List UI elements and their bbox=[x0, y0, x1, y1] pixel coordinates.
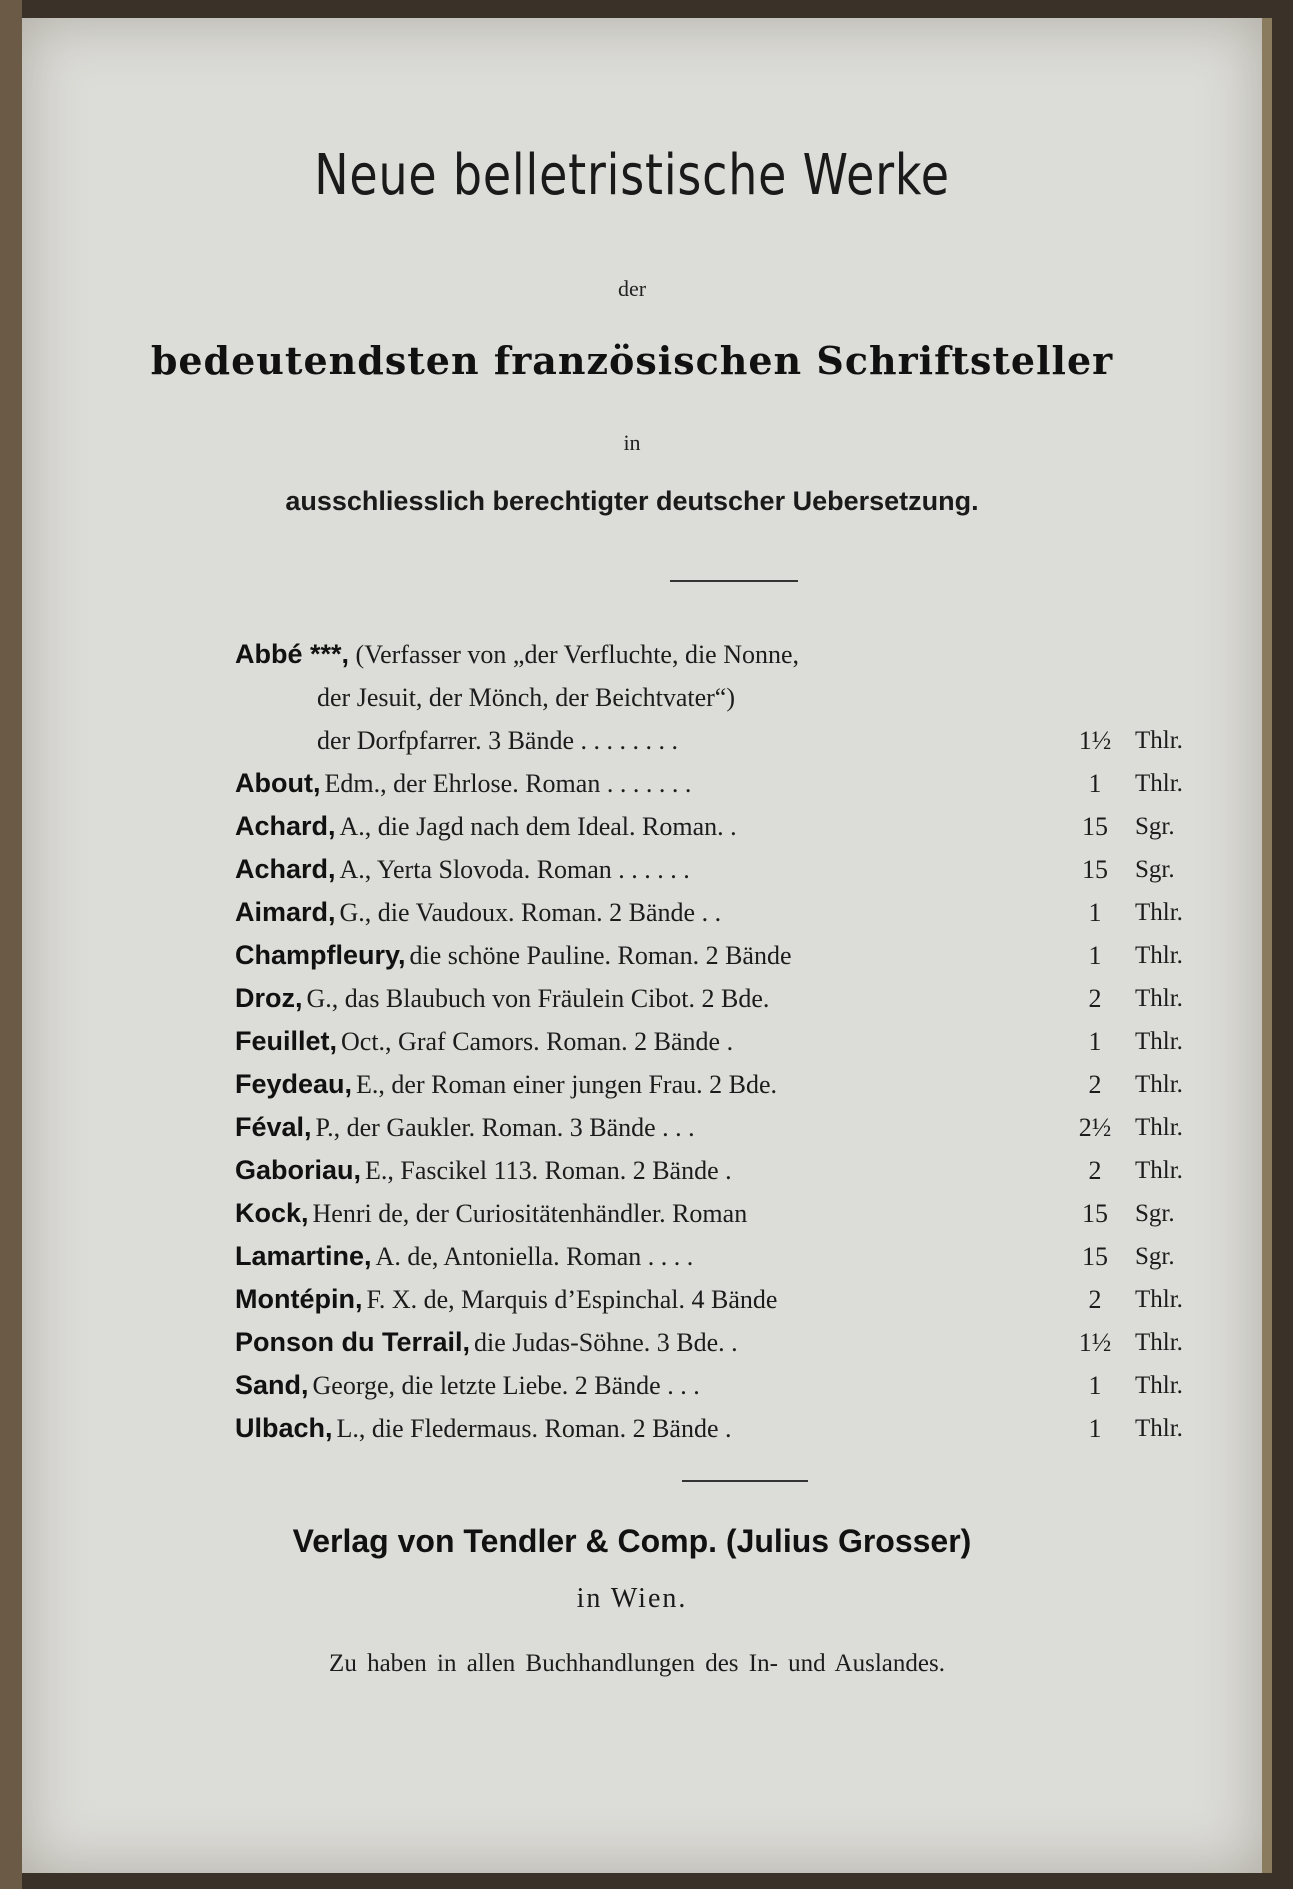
entry-desc: P., der Gaukler. Roman. 3 Bände . . . bbox=[315, 1113, 695, 1142]
page-subtitle: bedeutendsten französischen Schriftsteller bbox=[150, 338, 1114, 383]
publisher-line: Verlag von Tendler & Comp. (Julius Grosser) bbox=[292, 1523, 972, 1559]
entry-unit: Thlr. bbox=[1135, 1329, 1183, 1356]
list-item bbox=[235, 1020, 1225, 1063]
entry-price: 15 bbox=[1082, 855, 1108, 884]
list-item bbox=[235, 1364, 1225, 1407]
entry-desc: der Dorfpfarrer. 3 Bände . . . . . . . . bbox=[317, 726, 678, 755]
list-item bbox=[235, 977, 1225, 1020]
divider-top bbox=[670, 580, 798, 582]
list-item bbox=[235, 1192, 1225, 1235]
list-item bbox=[235, 1321, 1225, 1364]
list-item bbox=[235, 934, 1225, 977]
entry-price: 1½ bbox=[1078, 726, 1112, 755]
entry-author: Abbé ***, bbox=[235, 639, 350, 669]
entry-desc: E., Fascikel 113. Roman. 2 Bände . bbox=[365, 1156, 732, 1185]
entry-desc: G., das Blaubuch von Fräulein Cibot. 2 Bde. bbox=[306, 984, 770, 1013]
list-item bbox=[235, 1063, 1225, 1106]
abbe-line-2: der Jesuit, der Mönch, der Beichtvater“) bbox=[317, 683, 736, 712]
entry-price: 15 bbox=[1082, 1242, 1108, 1271]
entry-price: 2 bbox=[1088, 1070, 1102, 1099]
entry-desc: F. X. de, Marquis d’Espinchal. 4 Bände bbox=[366, 1285, 778, 1314]
list-item bbox=[235, 891, 1225, 934]
entry-unit: Thlr. bbox=[1135, 727, 1183, 754]
translation-note: ausschliesslich berechtigter deutscher Uebersetzung. bbox=[285, 486, 979, 516]
divider-bottom bbox=[682, 1480, 808, 1482]
entry-unit: Sgr. bbox=[1135, 1243, 1175, 1270]
entry-price: 1 bbox=[1088, 1027, 1102, 1056]
entry-desc: Edm., der Ehrlose. Roman . . . . . . . bbox=[324, 769, 692, 798]
entry-price: 1 bbox=[1088, 769, 1102, 798]
entry-author: Sand, bbox=[235, 1370, 309, 1400]
entry-author: About, bbox=[235, 768, 321, 798]
entry-author: Montépin, bbox=[235, 1284, 363, 1314]
entry-price: 2½ bbox=[1078, 1113, 1112, 1142]
entry-unit: Thlr. bbox=[1135, 1286, 1183, 1313]
entry-desc: A., die Jagd nach dem Ideal. Roman. . bbox=[339, 812, 737, 841]
book-list bbox=[235, 633, 1225, 1450]
entry-price: 1 bbox=[1088, 898, 1102, 927]
entry-price: 1 bbox=[1088, 941, 1102, 970]
entry-price: 15 bbox=[1082, 1199, 1108, 1228]
list-item bbox=[235, 1407, 1225, 1450]
entry-desc: (Verfasser von „der Verfluchte, die Nonne, bbox=[355, 640, 800, 669]
abbe-line-3 bbox=[235, 719, 1225, 762]
list-item bbox=[235, 848, 1225, 891]
entry-author: Achard, bbox=[235, 854, 336, 884]
entry-unit: Thlr. bbox=[1135, 1071, 1183, 1098]
entry-price: 1 bbox=[1088, 1371, 1102, 1400]
book-spine bbox=[0, 0, 22, 1889]
list-item bbox=[235, 1149, 1225, 1192]
entry-desc: Oct., Graf Camors. Roman. 2 Bände . bbox=[341, 1027, 734, 1056]
entry-price: 1 bbox=[1088, 1414, 1102, 1443]
list-item bbox=[235, 1235, 1225, 1278]
entry-unit: Thlr. bbox=[1135, 1415, 1183, 1442]
entry-author: Aimard, bbox=[235, 897, 336, 927]
entry-author: Féval, bbox=[235, 1112, 312, 1142]
entry-desc: die schöne Pauline. Roman. 2 Bände bbox=[409, 941, 792, 970]
connector-in: in bbox=[623, 430, 641, 455]
entry-price: 2 bbox=[1088, 984, 1102, 1013]
entry-desc: Henri de, der Curiositätenhändler. Roman bbox=[312, 1199, 748, 1228]
entry-unit: Thlr. bbox=[1135, 1372, 1183, 1399]
list-item bbox=[235, 805, 1225, 848]
list-item bbox=[235, 1106, 1225, 1149]
entry-unit: Thlr. bbox=[1135, 770, 1183, 797]
entry-author: Ponson du Terrail, bbox=[235, 1327, 471, 1357]
entry-desc: George, die letzte Liebe. 2 Bände . . . bbox=[312, 1371, 700, 1400]
entry-unit: Sgr. bbox=[1135, 813, 1175, 840]
publisher-city: in Wien. bbox=[576, 1583, 688, 1614]
book-page bbox=[22, 18, 1272, 1873]
entry-unit: Thlr. bbox=[1135, 1028, 1183, 1055]
entry-price: 2 bbox=[1088, 1156, 1102, 1185]
entry-author: Droz, bbox=[235, 983, 303, 1013]
entry-author: Achard, bbox=[235, 811, 336, 841]
entry-unit: Thlr. bbox=[1135, 942, 1183, 969]
entry-unit: Thlr. bbox=[1135, 1114, 1183, 1141]
entry-unit: Thlr. bbox=[1135, 985, 1183, 1012]
page-title: Neue belletristische Werke bbox=[314, 143, 950, 208]
entry-author: Kock, bbox=[235, 1198, 309, 1228]
entry-unit: Sgr. bbox=[1135, 856, 1175, 883]
availability-note: Zu haben in allen Buchhandlungen des In- und Auslandes. bbox=[329, 1650, 945, 1677]
connector-der: der bbox=[617, 276, 647, 301]
entry-desc: L., die Fledermaus. Roman. 2 Bände . bbox=[336, 1414, 732, 1443]
entry-price: 15 bbox=[1082, 812, 1108, 841]
entry-desc: E., der Roman einer jungen Frau. 2 Bde. bbox=[356, 1070, 777, 1099]
entry-desc: A. de, Antoniella. Roman . . . . bbox=[375, 1242, 694, 1271]
list-item bbox=[235, 762, 1225, 805]
entry-author: Champfleury, bbox=[235, 940, 406, 970]
entry-author: Ulbach, bbox=[235, 1413, 333, 1443]
entry-unit: Sgr. bbox=[1135, 1200, 1175, 1227]
entry-unit: Thlr. bbox=[1135, 1157, 1183, 1184]
entry-author: Feydeau, bbox=[235, 1069, 353, 1099]
entry-desc: die Judas-Söhne. 3 Bde. . bbox=[474, 1328, 738, 1357]
list-item bbox=[235, 1278, 1225, 1321]
entry-author: Lamartine, bbox=[235, 1241, 372, 1271]
entry-desc: G., die Vaudoux. Roman. 2 Bände . . bbox=[339, 898, 722, 927]
entry-price: 1½ bbox=[1078, 1328, 1112, 1357]
entry-author: Gaboriau, bbox=[235, 1155, 362, 1185]
entry-price: 2 bbox=[1088, 1285, 1102, 1314]
entry-desc: A., Yerta Slovoda. Roman . . . . . . bbox=[339, 855, 690, 884]
entry-author: Feuillet, bbox=[235, 1026, 338, 1056]
list-item-abbe bbox=[235, 633, 1225, 676]
entry-unit: Thlr. bbox=[1135, 899, 1183, 926]
